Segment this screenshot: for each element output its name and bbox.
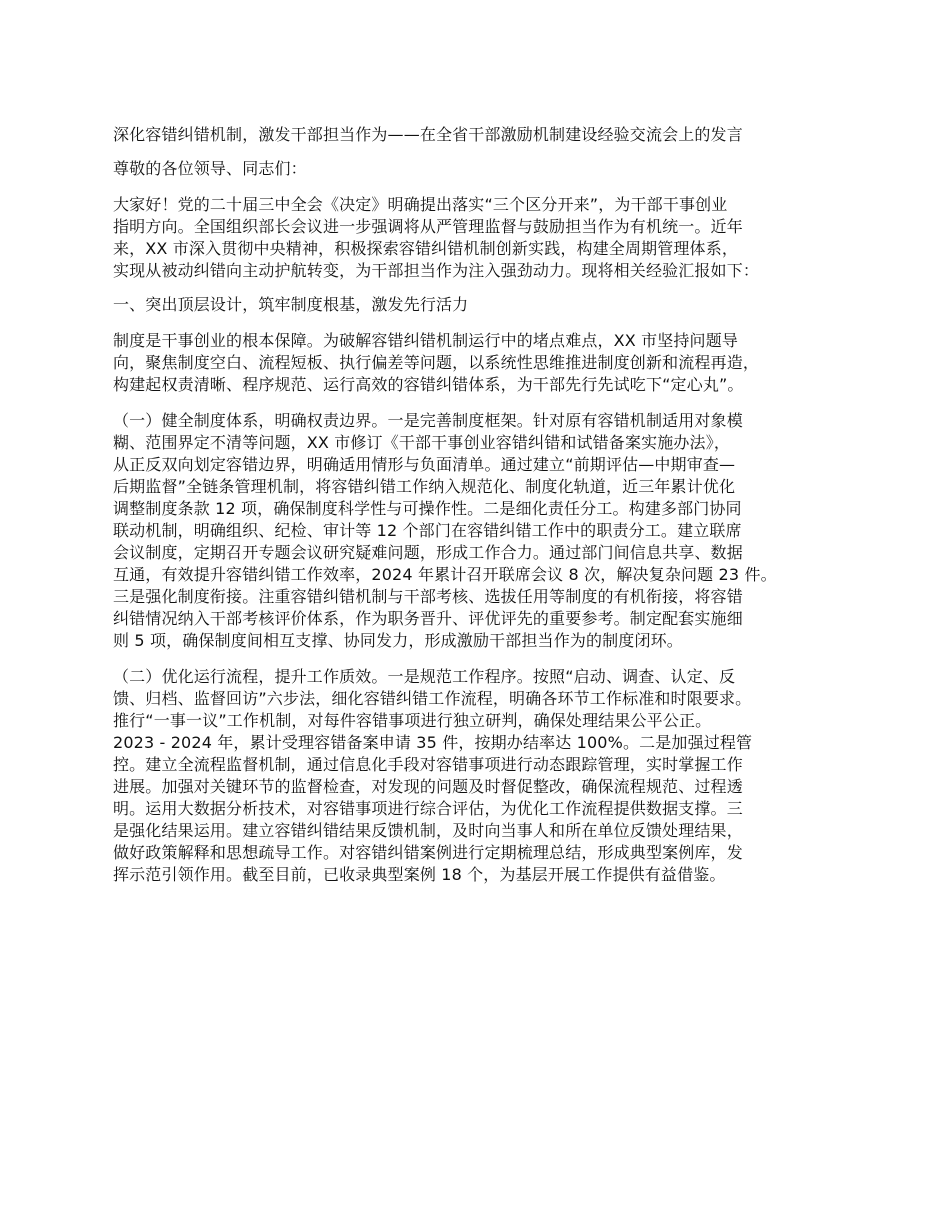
paragraph-line: 糊、范围界定不清等问题，XX 市修订《干部干事创业容错纠错和试错备案实施办法》，	[113, 433, 731, 452]
paragraph-line: 控。建立全流程监督机制，通过信息化手段对容错事项进行动态跟踪管理，实时掌握工作	[113, 755, 743, 774]
part-two-paragraph	[113, 666, 853, 886]
paragraph-line: （一）健全制度体系，明确权责边界。一是完善制度框架。针对原有容错机制适用对象模	[113, 411, 743, 430]
paragraph-line: （二）优化运行流程，提升工作质效。一是规范工作程序。按照“启动、调查、认定、反	[113, 667, 736, 686]
paragraph-line: 实现从被动纠错向主动护航转变，为干部担当作为注入强劲动力。现将相关经验汇报如下：	[113, 261, 760, 280]
paragraph-line: 是强化结果运用。建立容错纠错结果反馈机制，及时向当事人和所在单位反馈处理结果，	[113, 821, 743, 840]
paragraph-line: 构建起权责清晰、程序规范、运行高效的容错纠错体系，为干部先行先试吃下“定心丸”。	[113, 375, 744, 394]
salutation: 尊敬的各位领导、同志们：	[113, 159, 307, 178]
paragraph-line: 纠错情况纳入干部考核评价体系，作为职务晋升、评优评先的重要参考。制定配套实施细	[113, 609, 743, 628]
paragraph-line: 制度是干事创业的根本保障。为破解容错纠错机制运行中的堵点难点，XX 市坚持问题导	[113, 331, 739, 350]
paragraph-line: 会议制度，定期召开专题会议研究疑难问题，形成工作合力。通过部门间信息共享、数据	[113, 543, 743, 562]
section-intro-paragraph	[113, 330, 853, 396]
part-one-paragraph	[113, 410, 853, 652]
paragraph-line: 2023 - 2024 年，累计受理容错备案申请 35 件，按期办结率达 100%。二是加强过程管	[113, 733, 753, 752]
paragraph-line: 馈、归档、监督回访”六步法，细化容错纠错工作流程，明确各环节工作标准和时限要求。	[113, 689, 752, 708]
section-heading: 一、突出顶层设计，筑牢制度根基，激发先行活力	[113, 295, 469, 314]
paragraph-line: 后期监督”全链条管理机制，将容错纠错工作纳入规范化、制度化轨道，近三年累计优化	[113, 477, 736, 496]
document-body	[113, 124, 853, 886]
paragraph-line: 挥示范引领作用。截至目前，已收录典型案例 18 个，为基层开展工作提供有益借鉴。	[113, 865, 726, 884]
paragraph-line: 做好政策解释和思想疏导工作。对容错纠错案例进行定期梳理总结，形成典型案例库，发	[113, 843, 743, 862]
paragraph-line: 来，XX 市深入贯彻中央精神，积极探索容错纠错机制创新实践，构建全周期管理体系，	[113, 239, 739, 258]
intro-paragraph	[113, 194, 853, 282]
paragraph-line: 进展。加强对关键环节的监督检查，对发现的问题及时督促整改，确保流程规范、过程透	[113, 777, 743, 796]
paragraph-line: 则 5 项，确保制度间相互支撑、协同发力，形成激励干部担当作为的制度闭环。	[113, 631, 683, 650]
paragraph-line: 互通，有效提升容错纠错工作效率，2024 年累计召开联席会议 8 次，解决复杂问题 23 件。	[113, 565, 777, 584]
paragraph-line: 推行“一事一议”工作机制，对每件容错事项进行独立研判，确保处理结果公平公正。	[113, 711, 712, 730]
paragraph-line: 联动机制，明确组织、纪检、审计等 12 个部门在容错纠错工作中的职责分工。建立联席	[113, 521, 742, 540]
paragraph-line: 大家好！党的二十届三中全会《决定》明确提出落实“三个区分开来”，为干部干事创业	[113, 195, 728, 214]
paragraph-line: 调整制度条款 12 项，确保制度科学性与可操作性。二是细化责任分工。构建多部门协同	[113, 499, 742, 518]
paragraph-line: 明。运用大数据分析技术，对容错事项进行综合评估，为优化工作流程提供数据支撑。三	[113, 799, 743, 818]
paragraph-line: 向，聚焦制度空白、流程短板、执行偏差等问题，以系统性思维推进制度创新和流程再造，	[113, 353, 760, 372]
document-title: 深化容错纠错机制，激发干部担当作为——在全省干部激励机制建设经验交流会上的发言	[113, 125, 743, 144]
paragraph-line: 指明方向。全国组织部长会议进一步强调将从严管理监督与鼓励担当作为有机统一。近年	[113, 217, 743, 236]
paragraph-line: 从正反双向划定容错边界，明确适用情形与负面清单。通过建立“前期评估—中期审查—	[113, 455, 736, 474]
paragraph-line: 三是强化制度衔接。注重容错纠错机制与干部考核、选拔任用等制度的有机衔接，将容错	[113, 587, 743, 606]
